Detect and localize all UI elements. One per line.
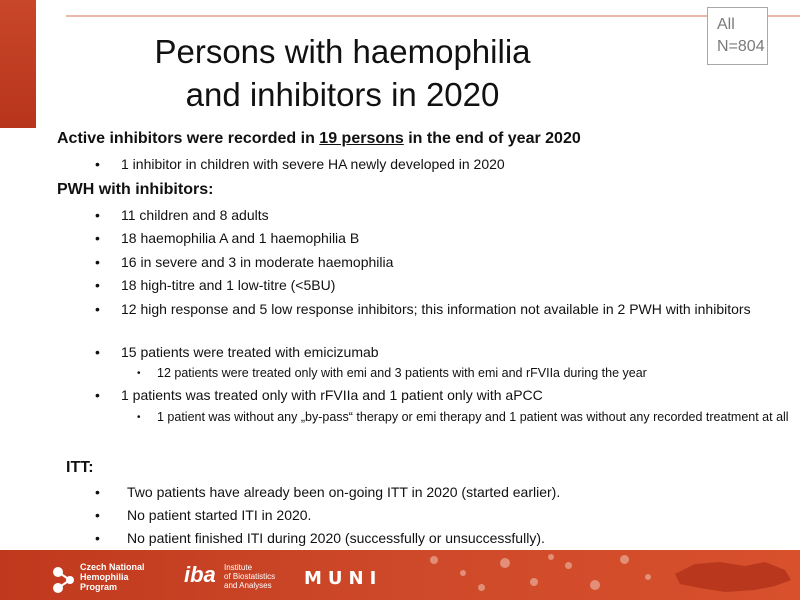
decor-dot (590, 580, 600, 590)
sub-bullet-icon: • (137, 368, 141, 379)
sub-list-item: 12 patients were treated only with emi and 3 patients with emi and rFVIIa during the year (157, 366, 647, 380)
badge-line-2: N=804 (717, 38, 765, 55)
bullet-icon: • (95, 230, 100, 246)
left-accent-bar (0, 0, 36, 128)
list-item: 15 patients were treated with emicizumab (121, 344, 379, 360)
bullet-icon: • (95, 344, 100, 360)
itt-heading: ITT: (66, 459, 94, 476)
list-item: 16 in severe and 3 in moderate haemophilia (121, 254, 394, 270)
cnhp-logo (50, 562, 170, 596)
cnhp-line-3: Program (80, 582, 118, 592)
heading-text-pre: Active inhibitors were recorded in (57, 130, 320, 147)
sub-list-item: 1 patient was without any „by-pass“ therapy or emi therapy and 1 patient was without any recorded treatment at all (157, 410, 789, 424)
decor-dot (645, 574, 651, 580)
list-item: 12 high response and 5 low response inhibitors; this information not available in 2 PWH with inhibitors (121, 301, 751, 317)
sample-size-badge (707, 7, 768, 65)
sub-bullet-icon: • (137, 412, 141, 423)
bullet-icon: • (95, 207, 100, 223)
list-item: No patient finished ITI during 2020 (successfully or unsuccessfully). (127, 530, 545, 546)
decor-dot (530, 578, 538, 586)
pwh-heading: PWH with inhibitors: (57, 181, 214, 198)
bullet-icon: • (95, 387, 100, 403)
bullet-icon: • (95, 156, 100, 172)
decor-dot (500, 558, 510, 568)
heading-text-post: in the end of year 2020 (403, 130, 581, 147)
decor-dot (548, 554, 554, 560)
list-item: 11 children and 8 adults (121, 207, 269, 223)
iba-line-2: of Biostatistics (224, 572, 276, 581)
list-item: 1 inhibitor in children with severe HA newly developed in 2020 (121, 156, 505, 172)
footer-bar (0, 550, 800, 600)
bullet-icon: • (95, 484, 100, 500)
list-item: No patient started ITI in 2020. (127, 507, 312, 523)
decor-dot (620, 555, 629, 564)
bullet-icon: • (95, 254, 100, 270)
active-inhibitors-heading (57, 130, 581, 148)
iba-line-3: and Analyses (224, 581, 272, 590)
list-item: 18 haemophilia A and 1 haemophilia B (121, 230, 360, 246)
bullet-icon: • (95, 530, 100, 546)
heading-emphasis: 19 persons (319, 130, 404, 147)
list-item: Two patients have already been on-going ITT in 2020 (started earlier). (127, 484, 561, 500)
title-line-1: Persons with haemophilia (154, 33, 531, 70)
bullet-icon: • (95, 507, 100, 523)
iba-logo (180, 559, 290, 595)
decor-dot (478, 584, 485, 591)
iba-mark: iba (184, 562, 216, 587)
decor-dot (430, 556, 438, 564)
title-line-2: and inhibitors in 2020 (185, 76, 500, 113)
badge-line-1: All (717, 16, 735, 33)
top-divider (66, 15, 800, 17)
muni-logo: MUNI (304, 568, 383, 589)
decor-dot (565, 562, 572, 569)
bullet-icon: • (95, 301, 100, 317)
slide-title (90, 30, 595, 116)
bullet-icon: • (95, 277, 100, 293)
molecule-icon (50, 564, 78, 596)
cnhp-line-1: Czech National (80, 562, 145, 572)
list-item: 1 patients was treated only with rFVIIa and 1 patient only with aPCC (121, 387, 543, 403)
list-item: 18 high-titre and 1 low-titre (<5BU) (121, 277, 336, 293)
iba-line-1: Institute (224, 563, 253, 572)
decor-dot (460, 570, 466, 576)
czech-map-icon (665, 556, 797, 596)
cnhp-line-2: Hemophilia (80, 572, 129, 582)
